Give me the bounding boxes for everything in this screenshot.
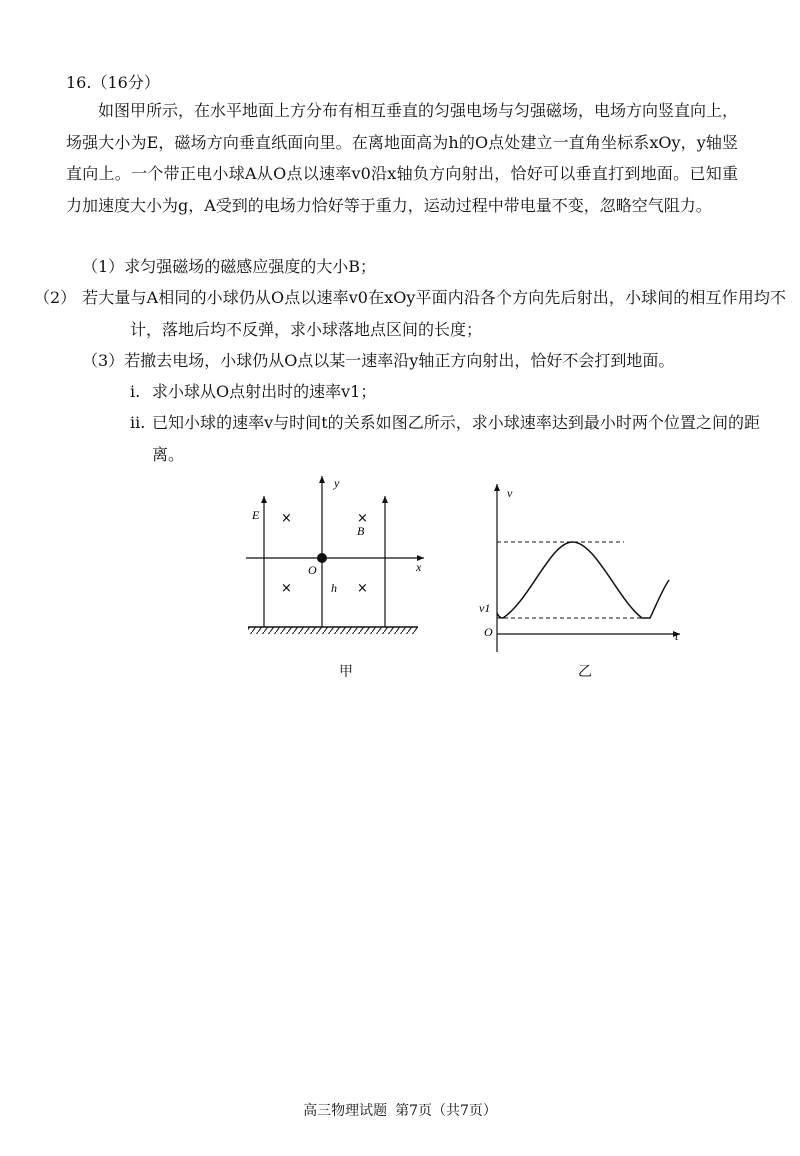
label-t: t (675, 629, 679, 643)
part-3-label: （3） (82, 351, 125, 370)
ball-origin (317, 553, 327, 563)
question-header (66, 70, 160, 93)
label-v1: v1 (479, 601, 491, 615)
part-3 (82, 345, 738, 377)
subpart-i-label: i. (130, 382, 141, 401)
cross-bottom-right: × (357, 581, 368, 596)
page-footer (0, 1100, 800, 1120)
cross-bottom-left: × (281, 581, 292, 596)
subpart-ii-text: 已知小球的速率v与时间t的关系如图乙所示，求小球速率达到最小时两个位置之间的距离。 (152, 413, 760, 464)
label-v: v (507, 486, 513, 500)
subpart-i (130, 376, 738, 408)
part-2-text: 若大量与A相同的小球仍从O点以速率v0在xOy平面内沿各个方向先后射出，小球间的相互作用均不计，落地后均不反弹，求小球落地点区间的长度； (82, 288, 786, 339)
question-intro: 如图甲所示，在水平地面上方分布有相互垂直的匀强电场与匀强磁场，电场方向竖直向上，场强大小为E，磁场方向垂直纸面向里。在离地面高为h的O点处建立一直角坐标系xOy，y轴竖直向上。一个带正电小球A从O点以速率v0沿x轴负方向射出，恰好可以垂直打到地面。已知重力加速度大小为g，A受到的电场力恰好等于重力，运动过程中带电量不变，忽略空气阻力。 (66, 101, 739, 215)
part-3-text: 若撤去电场，小球仍从O点以某一速率沿y轴正方向射出，恰好不会打到地面。 (124, 351, 675, 370)
subpart-ii (130, 407, 760, 470)
figures-svg (0, 470, 800, 680)
label-E: E (252, 508, 260, 522)
label-x: x (416, 560, 422, 574)
label-O-yi: O (484, 625, 493, 639)
question-number: 16. (66, 73, 92, 92)
figure-yi (479, 484, 680, 652)
footer-subject: 高三物理试题 (303, 1103, 388, 1119)
cross-top-left: × (281, 511, 292, 526)
velocity-curve (497, 542, 669, 618)
footer-page: 第7页（共7页） (395, 1103, 497, 1119)
cross-top-right: × (357, 511, 368, 526)
label-h: h (331, 581, 337, 595)
caption-jia: 甲 (339, 664, 353, 680)
part-2: （2） 若大量与A相同的小球仍从O点以速率v0在xOy平面内沿各个方向先后射出，小球间的相互作用均不计，落地后均不反弹，求小球落地点区间的长度； (34, 288, 786, 339)
ground-hatching (248, 627, 418, 634)
label-y: y (334, 476, 340, 490)
question-score: （16分） (91, 73, 160, 92)
label-B: B (357, 524, 365, 538)
part-1-label: （1） (82, 257, 125, 276)
figure-jia (246, 476, 424, 634)
part-1 (82, 251, 738, 283)
figures (0, 470, 800, 680)
subpart-i-text: 求小球从O点射出时的速率v1； (152, 382, 377, 401)
subpart-ii-label: ii. (130, 413, 146, 432)
label-O-jia: O (308, 563, 317, 577)
caption-yi: 乙 (578, 664, 592, 680)
part-1-text: 求匀强磁场的磁感应强度的大小B； (124, 257, 376, 276)
